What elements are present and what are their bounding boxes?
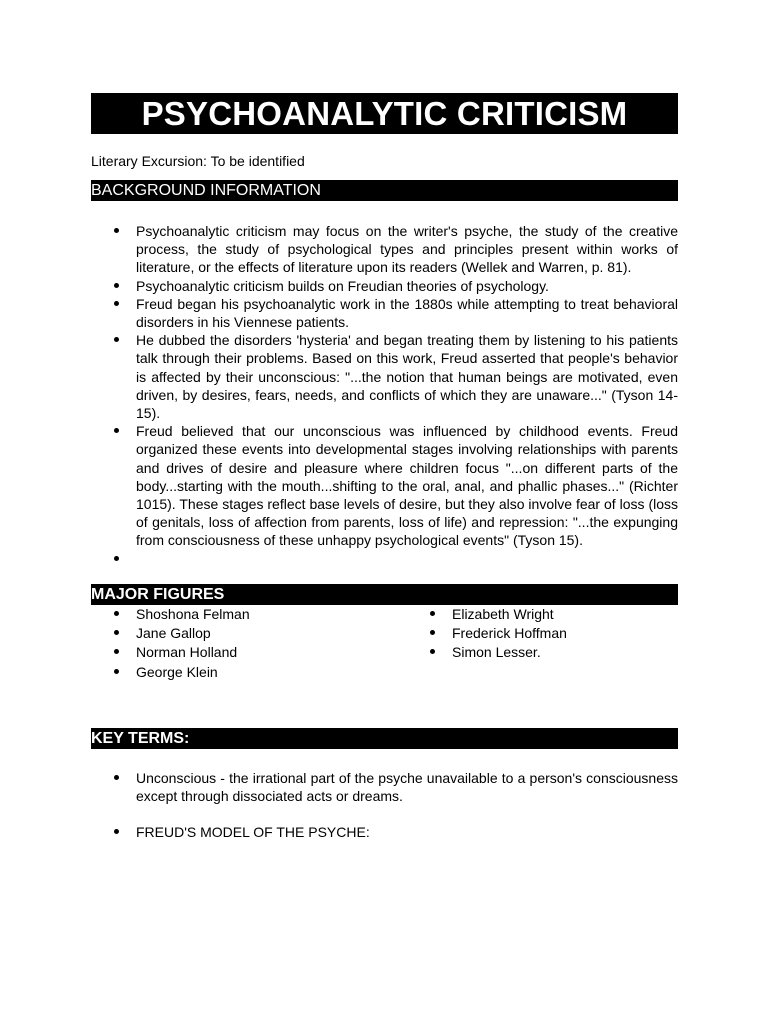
- list-item: Shoshona Felman: [91, 605, 407, 624]
- list-item: George Klein: [91, 663, 407, 682]
- literary-excursion-line: Literary Excursion: To be identified: [91, 153, 305, 169]
- key-terms-heading: KEY TERMS:: [91, 728, 678, 749]
- background-information-heading: BACKGROUND INFORMATION: [91, 180, 678, 201]
- list-item: Psychoanalytic criticism builds on Freudian theories of psychology.: [91, 277, 678, 295]
- major-figures-right-list: [407, 605, 678, 682]
- list-item: Norman Holland: [91, 643, 407, 662]
- document-page: [91, 93, 678, 841]
- major-figures-heading: MAJOR FIGURES: [91, 584, 678, 605]
- list-item: Jane Gallop: [91, 624, 407, 643]
- empty-list-item: [91, 550, 678, 568]
- list-item: He dubbed the disorders 'hysteria' and began treating them by listening to his patients talk through their problems. Based on this work, Freud asserted that people's behavior is affected by their unconscious: "...the notion that human beings are motivated, even driven, by desires, fears, needs, and conflicts of which they are unaware..." (Tyson 14-15).: [91, 331, 678, 422]
- key-terms-list: [91, 769, 678, 842]
- major-figures-left-list: [91, 605, 407, 682]
- major-figures-columns: [91, 605, 678, 682]
- list-item: Unconscious - the irrational part of the psyche unavailable to a person's consciousness except through dissociated acts or dreams.: [91, 769, 678, 805]
- list-item: FREUD'S MODEL OF THE PSYCHE:: [91, 823, 678, 841]
- list-item: Frederick Hoffman: [407, 624, 678, 643]
- document-title: PSYCHOANALYTIC CRITICISM: [91, 93, 678, 134]
- list-item: Elizabeth Wright: [407, 605, 678, 624]
- list-item: Freud began his psychoanalytic work in the 1880s while attempting to treat behavioral disorders in his Viennese patients.: [91, 295, 678, 331]
- list-item: Psychoanalytic criticism may focus on the writer's psyche, the study of the creative process, the study of psychological types and principles present within works of literature, or the effects of literature upon its readers (Wellek and Warren, p. 81).: [91, 222, 678, 277]
- background-information-list: [91, 222, 678, 568]
- list-item: Freud believed that our unconscious was influenced by childhood events. Freud organized these events into developmental stages involving relationships with parents and drives of desire and pleasure where children focus "...on different parts of the body...starting with the mouth...shifting to the oral, anal, and phallic phases..." (Richter 1015). These stages reflect base levels of desire, but they also involve fear of loss (loss of genitals, loss of affection from parents, loss of life) and repression: "...the expunging from consciousness of these unhappy psychological events" (Tyson 15).: [91, 422, 678, 549]
- list-item: Simon Lesser.: [407, 643, 678, 662]
